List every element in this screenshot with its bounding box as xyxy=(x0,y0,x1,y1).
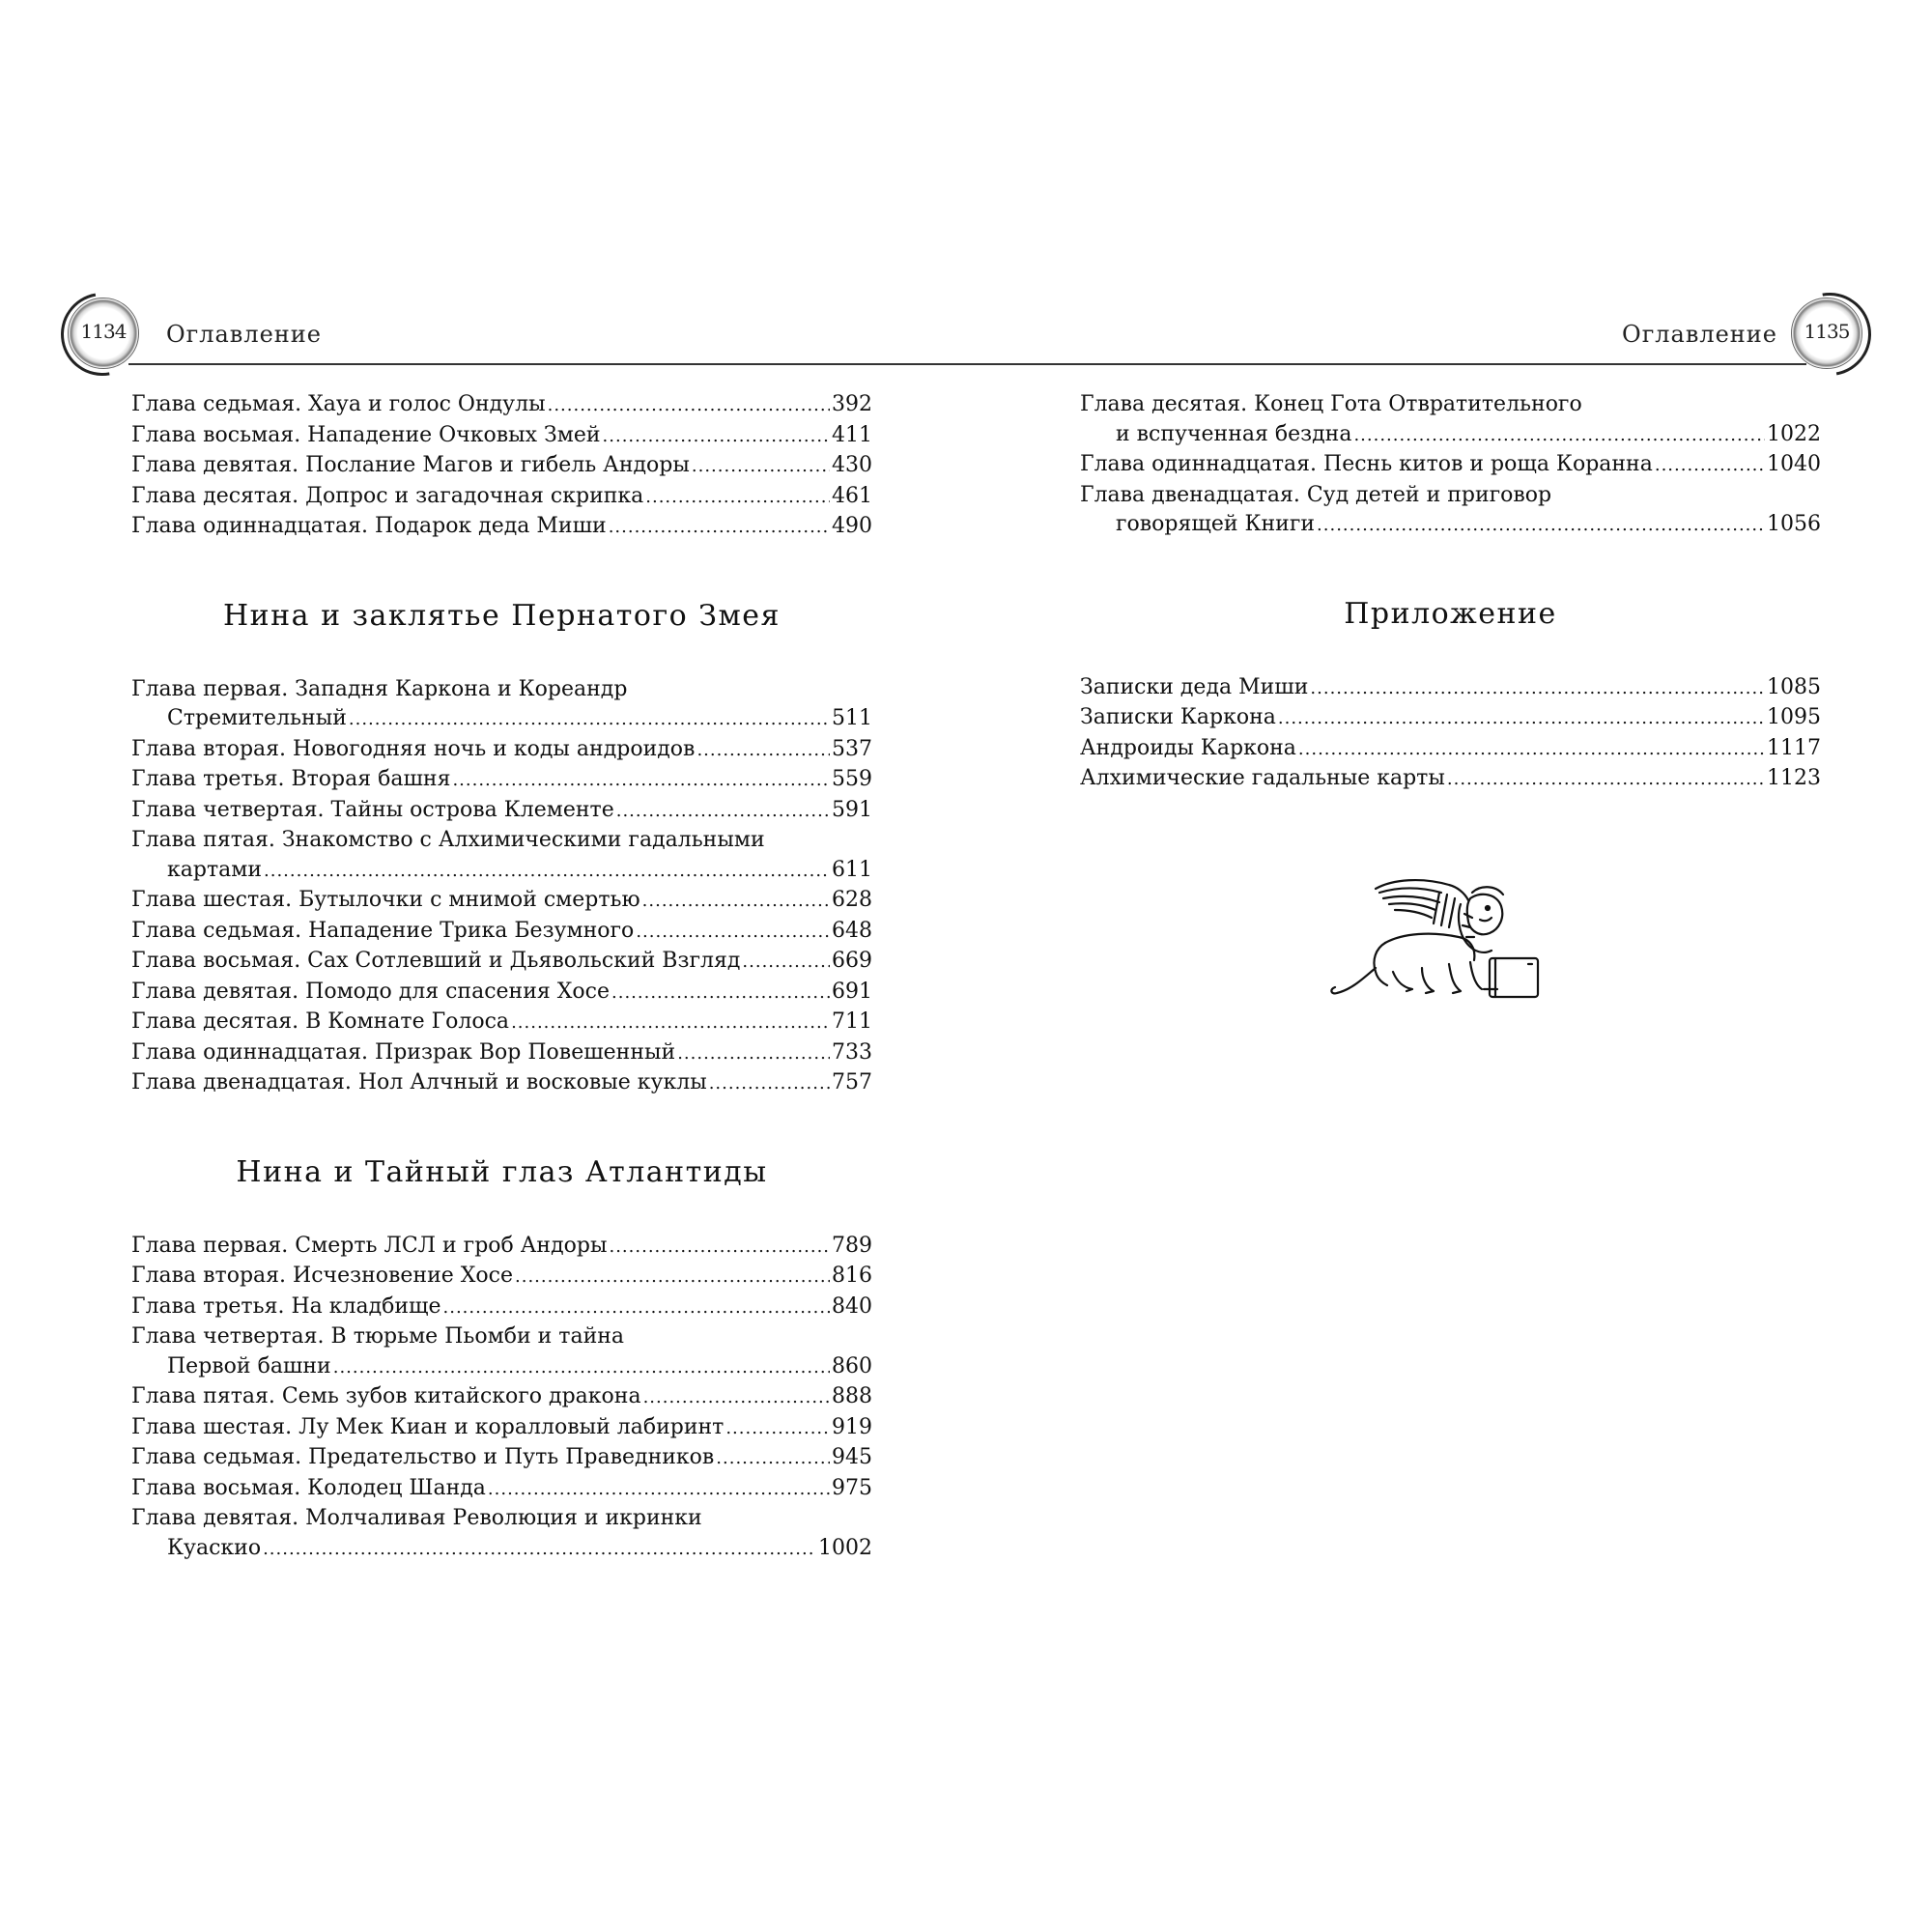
toc-entry: Андроиды Каркона ..... 1117 xyxy=(1080,734,1821,765)
toc-entry: Глава шестая. Бутылочки с мнимой смертью ..... 628 xyxy=(131,886,872,917)
toc-entry: Глава девятая. Послание Магов и гибель Андоры ..... 430 xyxy=(131,451,872,482)
toc-entry: Глава третья. На кладбище ..... 840 xyxy=(131,1293,872,1323)
toc-entry: Глава восьмая. Колодец Шанда ..... 975 xyxy=(131,1474,872,1505)
right-page-number: 1135 xyxy=(1804,320,1850,343)
toc-entry-first-line: Глава девятая. Молчаливая Революция и икринки xyxy=(131,1506,702,1530)
left-page-toc xyxy=(131,390,872,1564)
toc-entry: Глава двенадцатая. Нол Алчный и восковые куклы ..... 757 xyxy=(131,1068,872,1099)
toc-entry: Глава одиннадцатая. Призрак Вор Повешенный ..... 733 xyxy=(131,1038,872,1069)
right-page-toc xyxy=(1080,390,1821,795)
toc-group-continued xyxy=(1080,390,1821,541)
toc-entry: Глава седьмая. Хауа и голос Ондулы ..... 392 xyxy=(131,390,872,421)
toc-entry: Глава десятая. Допрос и загадочная скрипка ..... 461 xyxy=(131,482,872,513)
toc-entry-first-line: Глава четвертая. В тюрьме Пьомби и тайна xyxy=(131,1324,625,1349)
toc-entry: говорящей Книги ..... 1056 xyxy=(1080,510,1821,541)
book-title-atlantis: Нина и Тайный глаз Атлантиды xyxy=(236,1154,768,1189)
toc-entry: Глава четвертая. Тайны острова Клементе ..... 591 xyxy=(131,796,872,827)
toc-entry: Глава вторая. Новогодняя ночь и коды андроидов ..... 537 xyxy=(131,735,872,766)
toc-group-book3 xyxy=(131,1232,872,1565)
toc-entry: Глава восьмая. Сах Сотлевший и Дьявольский Взгляд ..... 669 xyxy=(131,947,872,978)
toc-entry: Глава одиннадцатая. Песнь китов и роща Коранна ..... 1040 xyxy=(1080,450,1821,481)
toc-entry: Записки деда Миши ..... 1085 xyxy=(1080,673,1821,704)
toc-entry-first-line: Глава десятая. Конец Гота Отвратительного xyxy=(1080,392,1582,416)
toc-entry: Глава седьмая. Нападение Трика Безумного ..... 648 xyxy=(131,917,872,948)
running-title-right: Оглавление xyxy=(1622,321,1777,348)
appendix-title: Приложение xyxy=(1344,596,1557,631)
toc-entry: Глава восьмая. Нападение Очковых Змей ..... 411 xyxy=(131,421,872,452)
toc-group-book2 xyxy=(131,675,872,1099)
toc-entry: картами ..... 611 xyxy=(131,856,872,887)
toc-entry-first-line: Глава пятая. Знакомство с Алхимическими гадальными xyxy=(131,828,765,852)
header-rule xyxy=(128,363,1806,365)
toc-entry: Глава третья. Вторая башня ..... 559 xyxy=(131,765,872,796)
toc-entry-first-line: Глава двенадцатая. Суд детей и приговор xyxy=(1080,482,1552,507)
toc-entry: и вспученная бездна ..... 1022 xyxy=(1080,420,1821,451)
left-page-number: 1134 xyxy=(80,320,127,343)
left-page-number-medallion xyxy=(68,298,139,369)
toc-entry: Глава одиннадцатая. Подарок деда Миши ..... 490 xyxy=(131,512,872,543)
toc-entry: Глава пятая. Семь зубов китайского дракона ..... 888 xyxy=(131,1382,872,1413)
toc-entry: Записки Каркона ..... 1095 xyxy=(1080,703,1821,734)
toc-entry: Стремительный ..... 511 xyxy=(131,704,872,735)
toc-entry: Глава вторая. Исчезновение Хосе ..... 816 xyxy=(131,1262,872,1293)
toc-entry: Глава девятая. Помодо для спасения Хосе ..... 691 xyxy=(131,978,872,1009)
toc-entry: Алхимические гадальные карты ..... 1123 xyxy=(1080,764,1821,795)
toc-entry-first-line: Глава первая. Западня Каркона и Кореандр xyxy=(131,676,628,701)
running-title-left: Оглавление xyxy=(166,321,322,348)
toc-group-appendix xyxy=(1080,673,1821,795)
winged-lion-emblem-icon xyxy=(1325,875,1548,1007)
toc-entry: Глава шестая. Лу Мек Киан и коралловый лабиринт ..... 919 xyxy=(131,1413,872,1444)
book-title-feathered-serpent: Нина и заклятье Пернатого Змея xyxy=(223,598,781,633)
toc-entry: Первой башни ..... 860 xyxy=(131,1352,872,1383)
right-page-number-medallion xyxy=(1791,298,1862,369)
toc-group-continued xyxy=(131,390,872,543)
toc-entry: Глава десятая. В Комнате Голоса ..... 711 xyxy=(131,1008,872,1038)
toc-entry: Глава первая. Смерть ЛСЛ и гроб Андоры ..... 789 xyxy=(131,1232,872,1263)
toc-entry: Куаскио ..... 1002 xyxy=(131,1534,872,1565)
toc-entry: Глава седьмая. Предательство и Путь Праведников ..... 945 xyxy=(131,1443,872,1474)
